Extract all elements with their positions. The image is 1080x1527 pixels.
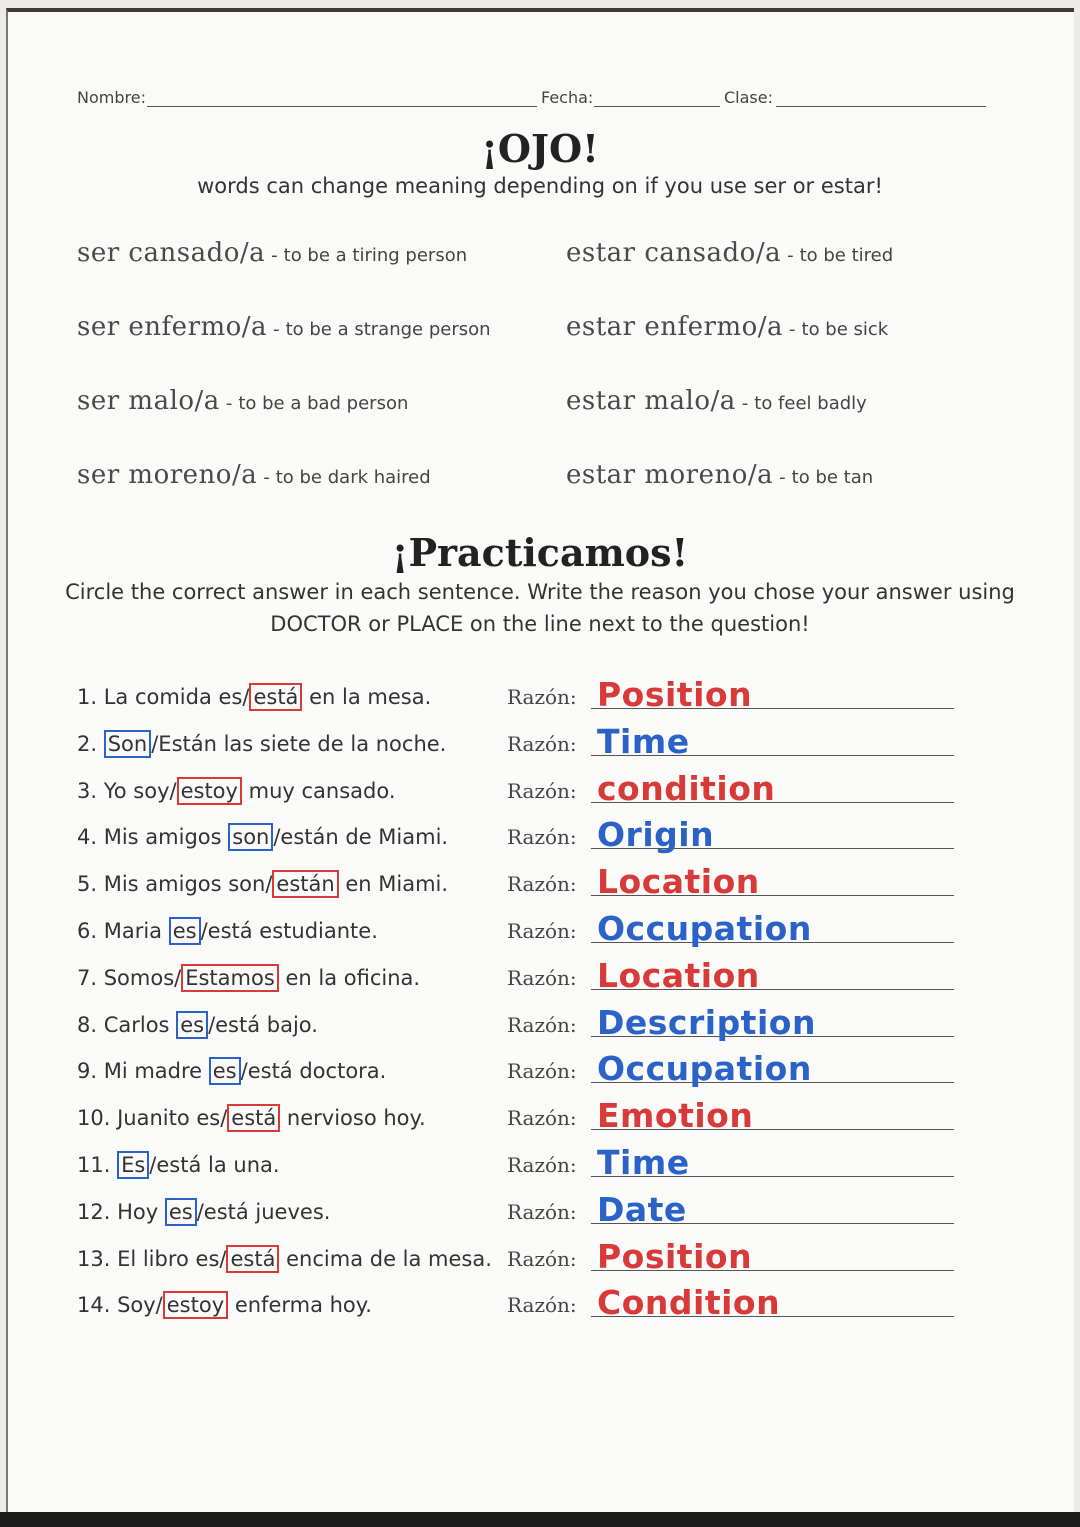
question-text: /está la una. <box>149 1153 280 1177</box>
reason-answer: Position <box>597 1236 753 1276</box>
nombre-label: Nombre: <box>77 88 146 107</box>
ojo-subtitle: words can change meaning depending on if you use ser or estar! <box>197 174 883 198</box>
question-text: /está bajo. <box>208 1012 318 1037</box>
vocab-dash: - <box>741 393 749 414</box>
circled-answer[interactable]: Son <box>104 730 152 758</box>
question-text: 8. Carlos <box>77 1012 177 1037</box>
question-text: en la oficina. <box>278 965 421 990</box>
reason-line-6[interactable] <box>507 905 954 951</box>
reason-line-8[interactable] <box>507 999 954 1045</box>
circled-answer[interactable]: está <box>249 683 302 711</box>
question-4 <box>77 823 448 851</box>
fecha-label: Fecha: <box>541 88 594 107</box>
circled-answer[interactable]: está <box>226 1245 279 1273</box>
vocab-dash: - <box>271 245 278 266</box>
vocab-ser-enfermo <box>77 312 491 342</box>
question-text: nervioso hoy. <box>280 1106 426 1131</box>
question-text: /está doctora. <box>240 1059 387 1084</box>
question-text: 5. Mis amigos son/ <box>77 872 273 897</box>
reason-line-2[interactable] <box>507 718 954 764</box>
practice-instruction-2: DOCTOR or PLACE on the line next to the question! <box>270 612 810 636</box>
vocab-term: estar malo/a <box>566 386 736 416</box>
question-1 <box>77 683 431 711</box>
question-text: 13. El libro es/ <box>77 1246 227 1271</box>
reason-label: Razón: <box>507 1246 577 1271</box>
question-11 <box>77 1151 280 1179</box>
clase-label: Clase: <box>724 88 773 107</box>
vocab-term: estar cansado/a <box>566 238 782 268</box>
vocab-dash: - <box>273 319 280 340</box>
vocab-term: ser enfermo/a <box>77 312 268 342</box>
circled-answer[interactable]: Es <box>117 1151 149 1179</box>
reason-answer: Occupation <box>597 1049 812 1089</box>
reason-answer: Time <box>597 721 690 761</box>
reason-line-14[interactable] <box>507 1279 954 1325</box>
circled-answer[interactable]: es <box>165 1198 197 1226</box>
question-text: en la mesa. <box>302 685 432 709</box>
reason-answer: Occupation <box>597 909 812 948</box>
question-text: 10. Juanito es/ <box>77 1106 228 1131</box>
question-14 <box>77 1291 372 1319</box>
question-text: muy cansado. <box>241 778 396 803</box>
question-2 <box>77 730 446 758</box>
reason-label: Razón: <box>507 1012 577 1037</box>
question-6 <box>77 917 378 945</box>
reason-label: Razón: <box>507 685 577 709</box>
reason-answer: Location <box>597 862 760 902</box>
reason-label: Razón: <box>507 1153 577 1177</box>
reason-line-10[interactable] <box>507 1092 954 1138</box>
vocab-meaning: to be sick <box>801 319 889 340</box>
reason-label: Razón: <box>507 1293 577 1318</box>
reason-answer: Location <box>597 955 760 995</box>
reason-line-9[interactable] <box>507 1045 954 1091</box>
reason-answer: Time <box>597 1143 690 1182</box>
question-13 <box>77 1245 492 1273</box>
reason-line-7[interactable] <box>507 952 954 998</box>
question-text: 1. La comida es/ <box>77 685 250 709</box>
vocab-term: ser cansado/a <box>77 238 266 268</box>
page-bottom-edge <box>0 1512 1080 1527</box>
reason-label: Razón: <box>507 778 577 803</box>
vocab-meaning: to be a strange person <box>285 319 491 340</box>
vocab-meaning: to be tired <box>799 245 894 266</box>
vocab-term: ser malo/a <box>77 386 220 416</box>
vocab-dash: - <box>263 467 270 488</box>
question-text: 6. Maria <box>77 919 169 943</box>
reason-label: Razón: <box>507 825 577 850</box>
circled-answer[interactable]: Estamos <box>181 964 279 992</box>
vocab-estar-malo <box>566 386 867 416</box>
question-7 <box>77 964 420 992</box>
vocab-dash: - <box>789 319 796 340</box>
question-text: /está jueves. <box>196 1199 331 1224</box>
reason-answer: Date <box>597 1189 687 1229</box>
clase-line[interactable] <box>776 106 986 107</box>
ojo-title: ¡OJO! <box>481 126 599 171</box>
vocab-dash: - <box>787 245 794 266</box>
vocab-dash: - <box>225 393 233 414</box>
question-text: 2. <box>77 731 104 756</box>
reason-line-4[interactable] <box>507 811 954 857</box>
reason-answer: Position <box>597 675 753 714</box>
question-10 <box>77 1104 426 1132</box>
fecha-line[interactable] <box>594 106 720 107</box>
reason-label: Razón: <box>507 1106 577 1131</box>
circled-answer[interactable]: está <box>227 1104 280 1132</box>
circled-answer[interactable]: es <box>169 917 201 945</box>
circled-answer[interactable]: estoy <box>177 777 242 805</box>
question-3 <box>77 777 396 805</box>
circled-answer[interactable]: es <box>209 1057 241 1085</box>
question-text: /están de Miami. <box>273 825 449 850</box>
reason-line-5[interactable] <box>507 858 954 904</box>
reason-answer: Origin <box>597 815 715 855</box>
reason-line-1[interactable] <box>507 671 954 717</box>
reason-answer: Description <box>597 1002 816 1042</box>
vocab-meaning: to be a tiring person <box>283 245 468 266</box>
vocab-ser-malo <box>77 386 408 416</box>
vocab-meaning: to be tan <box>791 467 874 488</box>
practice-title: ¡Practicamos! <box>391 530 689 575</box>
vocab-estar-moreno <box>566 460 873 490</box>
practice-instruction-1: Circle the correct answer in each sentence. Write the reason you chose your answer using <box>65 580 1015 604</box>
reason-label: Razón: <box>507 731 577 756</box>
question-12 <box>77 1198 330 1226</box>
vocab-ser-cansado <box>77 238 467 268</box>
reason-label: Razón: <box>507 965 577 990</box>
reason-label: Razón: <box>507 872 577 897</box>
question-text: enferma hoy. <box>228 1293 372 1318</box>
reason-answer: Condition <box>597 1283 781 1323</box>
vocab-meaning: to be dark haired <box>275 467 431 488</box>
reason-line-3[interactable] <box>507 765 954 811</box>
question-text: encima de la mesa. <box>279 1246 492 1271</box>
vocab-meaning: to be a bad person <box>238 393 409 414</box>
reason-line-11[interactable] <box>507 1139 954 1185</box>
question-text: 7. Somos/ <box>77 965 182 990</box>
question-5 <box>77 870 448 898</box>
question-text: /está estudiante. <box>200 919 378 943</box>
reason-answer: condition <box>597 768 776 808</box>
circled-answer[interactable]: es <box>176 1011 208 1039</box>
reason-line-12[interactable] <box>507 1186 954 1232</box>
reason-label: Razón: <box>507 1199 577 1224</box>
vocab-estar-enfermo <box>566 312 888 342</box>
circled-answer[interactable]: están <box>272 870 338 898</box>
reason-label: Razón: <box>507 919 577 943</box>
question-8 <box>77 1011 318 1039</box>
reason-line-13[interactable] <box>507 1233 954 1279</box>
vocab-term: ser moreno/a <box>77 460 258 490</box>
question-text: 14. Soy/ <box>77 1293 163 1318</box>
vocab-dash: - <box>779 467 786 488</box>
vocab-meaning: to feel badly <box>754 393 867 414</box>
question-text: 11. <box>77 1153 118 1177</box>
question-9 <box>77 1057 386 1085</box>
vocab-ser-moreno <box>77 460 431 490</box>
question-text: en Miami. <box>338 872 449 897</box>
question-text: /Están las siete de la noche. <box>151 731 447 756</box>
reason-label: Razón: <box>507 1059 577 1084</box>
question-text: 9. Mi madre <box>77 1059 209 1084</box>
nombre-line[interactable] <box>147 106 537 107</box>
reason-answer: Emotion <box>597 1096 754 1136</box>
circled-answer[interactable]: son <box>228 823 273 851</box>
question-text: 12. Hoy <box>77 1199 165 1224</box>
question-text: 3. Yo soy/ <box>77 778 177 803</box>
vocab-estar-cansado <box>566 238 893 268</box>
circled-answer[interactable]: estoy <box>163 1291 228 1319</box>
vocab-term: estar moreno/a <box>566 460 774 490</box>
question-text: 4. Mis amigos <box>77 825 229 850</box>
vocab-term: estar enfermo/a <box>566 312 784 342</box>
